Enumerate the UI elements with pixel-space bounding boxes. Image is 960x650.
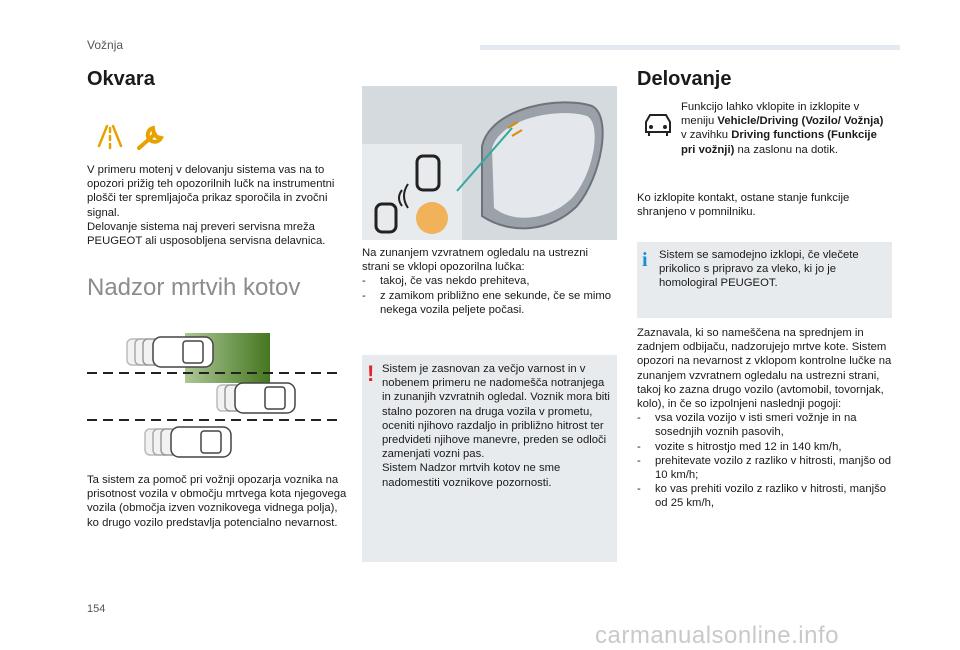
info-box: i Sistem se samodejno izklopi, če vlečete prikolico s pripravo za vleko, ki jo je homologiral PEUGEOT.: [637, 242, 892, 318]
warning-box: ! Sistem je zasnovan za večjo varnost in v nobenem primeru ne nadomešča notranjega in zunanjih vzvratnih ogledal. Voznik mora biti stalno pozoren na druga vozila v prometu, oceniti njihovo razdaljo in približno hitrost ter predvideti njihove manevre, preden se odloči zamenjati vozni pas. Sistem Nadzor mrtvih kotov ne sme nadomestiti voznikove pozornosti.: [362, 355, 617, 562]
watermark: carmanualsonline.info: [595, 622, 839, 649]
memory-text: Ko izklopite kontakt, ostane stanje funkcije shranjeno v pomnilniku.: [637, 192, 850, 219]
blind-spot-warning-icon: [99, 126, 121, 148]
page-number: 154: [87, 603, 106, 615]
header-bar: [480, 45, 900, 50]
mirror-illustration: [362, 86, 617, 240]
sensor-text: Zaznavala, ki so nameščena na sprednjem in zadnjem odbijaču, nadzorujejo mrtve kote. Sistem opozori na nevarnost z vklopom kontrolne lučke na zunanjem vzvratnem ogledalu na ustrezni strani, takoj ko zazna drugo vozilo (avtomobil, tovornjak, kolo), in če so izpolnjeni naslednji pogoji: - vsa vozila vozijo v isti smeri vožnje in na sosednjih voznih pasovih, - vozite s hitrostjo med 12 in 140 km/h, - prehitevate vozilo z razliko v hitrosti, manjšo od 10 km/h; - ko vas prehiti vozilo z razliko v hitrosti, manjšo od 25 km/h,: [637, 326, 895, 511]
wrench-icon: [139, 128, 161, 148]
mirror-text: Na zunanjem vzvratnem ogledalu na ustrezni strani se vklopi opozorilna lučka: - takoj, če vas nekdo prehiteva, - z zamikom približno ene sekunde, če se mimo nekega vozila peljete počasi.: [362, 246, 617, 317]
section-header: Vožnja: [87, 38, 124, 52]
car-top-lane3: [145, 427, 231, 457]
menu-text: Funkcijo lahko vklopite in izklopite v meniju Vehicle/Driving (Vozilo/ Vožnja) v zavihku Driving functions (Funkcije pri vožnji) na zaslonu na dotik.: [681, 101, 884, 156]
okvara-text: V primeru motenj v delovanju sistema vas na to opozori prižig teh opozorilnih lučk na instrumentni plošči ter spremljajoča prikaz sporočila in zvočni signal. Delovanje sistema naj preveri servisna mreža PEUGEOT ali usposobljena servisna delavnica.: [87, 164, 335, 248]
car-front-icon-small: [640, 112, 676, 138]
nadzor-title: Nadzor mrtvih kotov: [87, 274, 301, 301]
okvara-title: Okvara: [87, 68, 155, 90]
info-icon: i: [642, 249, 648, 271]
car-top-lane2: [217, 383, 295, 413]
delovanje-title: Delovanje: [637, 68, 732, 90]
exclamation-icon: !: [367, 361, 375, 386]
car-top-lane1: [127, 337, 213, 367]
blind-spot-diagram: [87, 325, 337, 465]
warning-lamps: [87, 120, 347, 156]
nadzor-text: Ta sistem za pomoč pri vožnji opozarja voznika na prisotnost vozila v območju mrtvega kota njegovega vozila (območja izven voznikovega vidnega polja), ko drugo vozilo predstavlja potencialno nevarnost.: [87, 474, 347, 529]
